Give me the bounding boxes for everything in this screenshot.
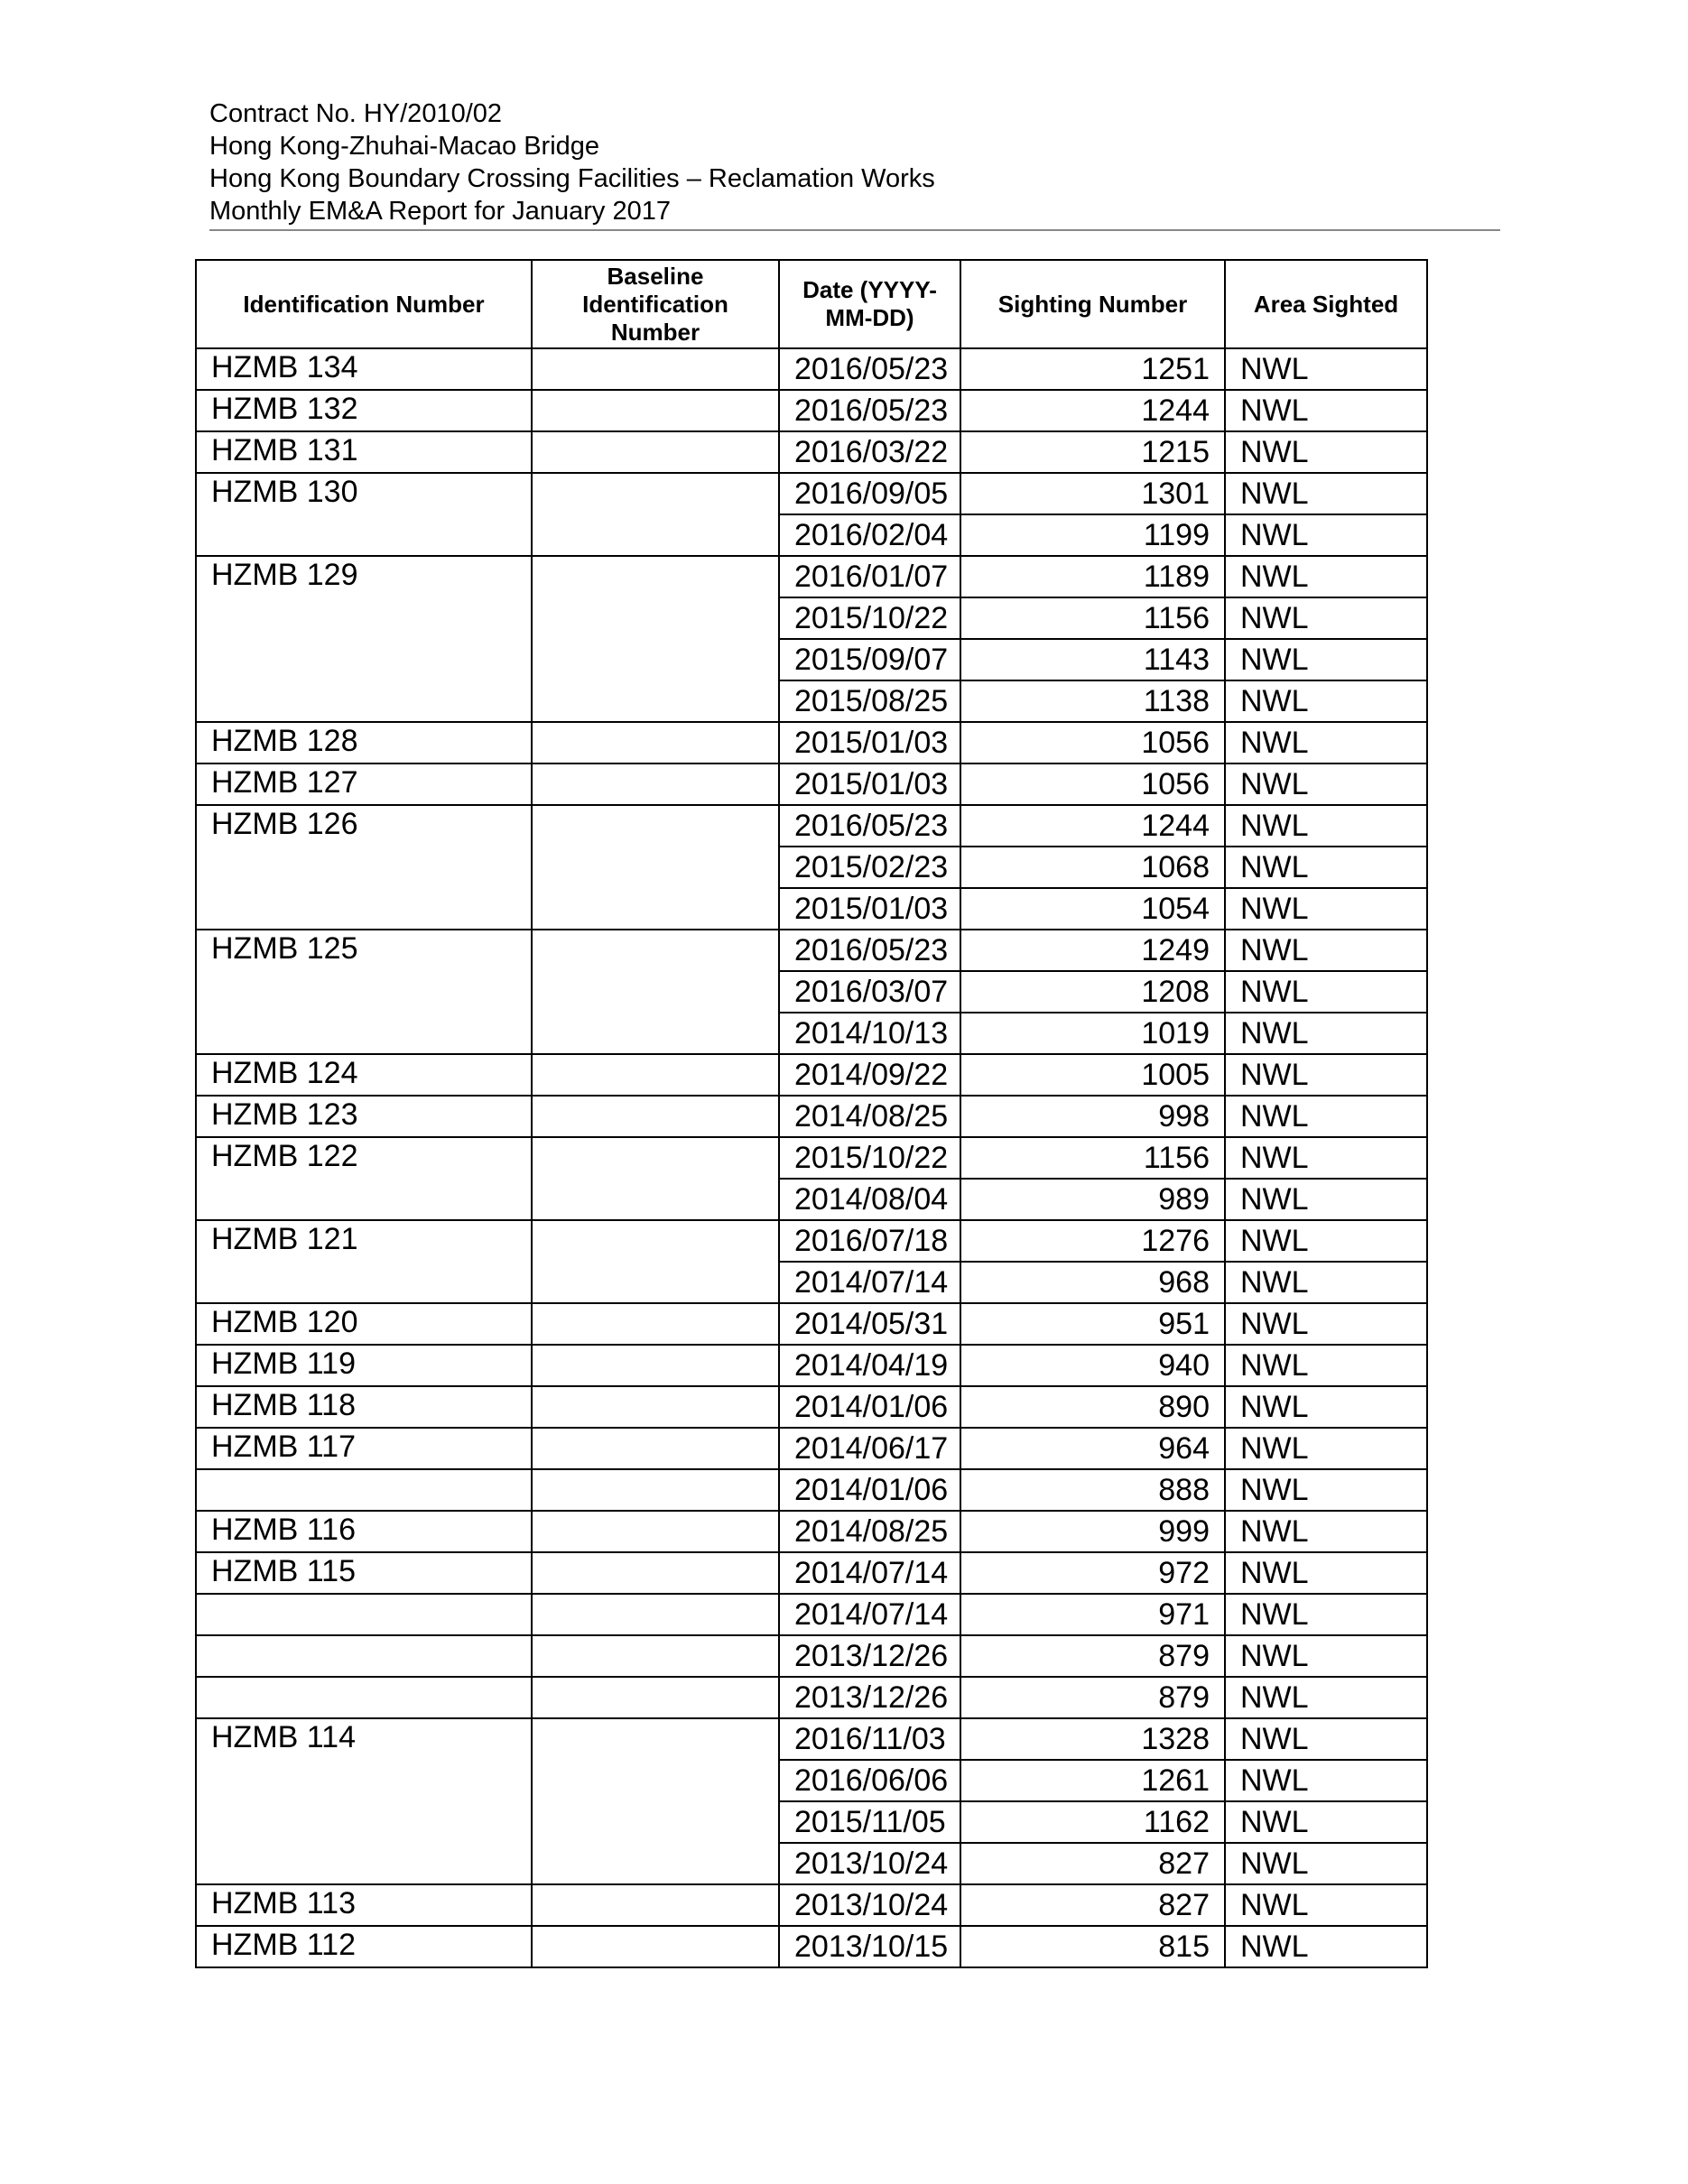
table-header: [196, 260, 1427, 348]
table-row: [196, 556, 1427, 597]
date-cell: 2016/05/23: [779, 390, 960, 431]
sighting-number-cell: 1215: [960, 431, 1225, 473]
date-cell: 2014/05/31: [779, 1303, 960, 1345]
identification-number-cell: HZMB 125: [196, 930, 532, 1054]
sighting-number-cell: 879: [960, 1635, 1225, 1677]
date-cell: 2016/02/04: [779, 514, 960, 556]
sighting-number-cell: 815: [960, 1926, 1225, 1967]
identification-number-cell: HZMB 116: [196, 1511, 532, 1552]
identification-number-cell: HZMB 134: [196, 348, 532, 390]
date-cell: 2016/11/03: [779, 1718, 960, 1760]
area-sighted-cell: NWL: [1225, 1594, 1427, 1635]
table-row: [196, 390, 1427, 431]
baseline-identification-cell: [532, 1096, 779, 1137]
table-row: [196, 1220, 1427, 1262]
date-cell: 2015/08/25: [779, 680, 960, 722]
baseline-identification-cell: [532, 556, 779, 722]
sighting-number-cell: 1005: [960, 1054, 1225, 1096]
area-sighted-cell: NWL: [1225, 1511, 1427, 1552]
sighting-number-cell: 1156: [960, 1137, 1225, 1179]
date-cell: 2013/10/24: [779, 1843, 960, 1884]
identification-number-cell: HZMB 126: [196, 805, 532, 930]
table-row: [196, 1677, 1427, 1718]
sighting-number-cell: 890: [960, 1386, 1225, 1428]
area-sighted-cell: NWL: [1225, 431, 1427, 473]
date-cell: 2014/07/14: [779, 1594, 960, 1635]
date-cell: 2015/09/07: [779, 639, 960, 680]
area-sighted-cell: NWL: [1225, 1801, 1427, 1843]
date-cell: 2013/10/24: [779, 1884, 960, 1926]
identification-number-cell: HZMB 122: [196, 1137, 532, 1220]
table-row: [196, 1303, 1427, 1345]
area-sighted-cell: NWL: [1225, 1926, 1427, 1967]
sighting-number-cell: 827: [960, 1884, 1225, 1926]
table-row: [196, 1884, 1427, 1926]
sighting-number-cell: 1156: [960, 597, 1225, 639]
area-sighted-cell: NWL: [1225, 1428, 1427, 1469]
sighting-number-cell: 827: [960, 1843, 1225, 1884]
area-sighted-cell: NWL: [1225, 1386, 1427, 1428]
area-sighted-cell: NWL: [1225, 1054, 1427, 1096]
date-cell: 2014/07/14: [779, 1262, 960, 1303]
table-row: [196, 1428, 1427, 1469]
area-sighted-cell: NWL: [1225, 348, 1427, 390]
date-cell: 2015/01/03: [779, 888, 960, 930]
table-row: [196, 763, 1427, 805]
sighting-number-cell: 879: [960, 1677, 1225, 1718]
area-sighted-cell: NWL: [1225, 1096, 1427, 1137]
date-cell: 2014/01/06: [779, 1469, 960, 1511]
area-sighted-cell: NWL: [1225, 1552, 1427, 1594]
sighting-number-cell: 1251: [960, 348, 1225, 390]
area-sighted-cell: NWL: [1225, 722, 1427, 763]
sighting-number-cell: 999: [960, 1511, 1225, 1552]
sighting-number-cell: 940: [960, 1345, 1225, 1386]
table-row: [196, 1137, 1427, 1179]
area-sighted-cell: NWL: [1225, 680, 1427, 722]
sighting-number-cell: 1162: [960, 1801, 1225, 1843]
table-row: [196, 1386, 1427, 1428]
baseline-identification-cell: [532, 1054, 779, 1096]
table-row: [196, 431, 1427, 473]
identification-number-cell: HZMB 131: [196, 431, 532, 473]
area-sighted-cell: NWL: [1225, 847, 1427, 888]
table-row: [196, 1635, 1427, 1677]
date-cell: 2014/09/22: [779, 1054, 960, 1096]
sighting-number-cell: 968: [960, 1262, 1225, 1303]
sighting-number-cell: 1249: [960, 930, 1225, 971]
sighting-number-cell: 972: [960, 1552, 1225, 1594]
date-cell: 2014/04/19: [779, 1345, 960, 1386]
area-sighted-cell: NWL: [1225, 1843, 1427, 1884]
identification-number-cell: HZMB 124: [196, 1054, 532, 1096]
identification-number-cell: HZMB 112: [196, 1926, 532, 1967]
date-cell: 2015/11/05: [779, 1801, 960, 1843]
area-sighted-cell: NWL: [1225, 971, 1427, 1013]
sighting-number-cell: 1276: [960, 1220, 1225, 1262]
date-cell: 2014/08/04: [779, 1179, 960, 1220]
date-cell: 2015/02/23: [779, 847, 960, 888]
date-cell: 2014/07/14: [779, 1552, 960, 1594]
baseline-identification-cell: [532, 1428, 779, 1469]
area-sighted-cell: NWL: [1225, 514, 1427, 556]
report-title: Monthly EM&A Report for January 2017: [209, 197, 671, 226]
col-header-date: Date (YYYY-MM-DD): [779, 260, 960, 348]
identification-number-cell: HZMB 119: [196, 1345, 532, 1386]
area-sighted-cell: NWL: [1225, 763, 1427, 805]
area-sighted-cell: NWL: [1225, 597, 1427, 639]
baseline-identification-cell: [532, 1677, 779, 1718]
date-cell: 2013/10/15: [779, 1926, 960, 1967]
baseline-identification-cell: [532, 1345, 779, 1386]
baseline-identification-cell: [532, 763, 779, 805]
area-sighted-cell: NWL: [1225, 1303, 1427, 1345]
identification-number-cell: HZMB 127: [196, 763, 532, 805]
sighting-number-cell: 888: [960, 1469, 1225, 1511]
date-cell: 2014/06/17: [779, 1428, 960, 1469]
sighting-number-cell: 1054: [960, 888, 1225, 930]
table-row: [196, 722, 1427, 763]
table-row: [196, 348, 1427, 390]
identification-number-cell: HZMB 132: [196, 390, 532, 431]
area-sighted-cell: NWL: [1225, 1884, 1427, 1926]
baseline-identification-cell: [532, 390, 779, 431]
area-sighted-cell: NWL: [1225, 930, 1427, 971]
project-name: Hong Kong-Zhuhai-Macao Bridge: [209, 132, 600, 161]
baseline-identification-cell: [532, 1303, 779, 1345]
baseline-identification-cell: [532, 1594, 779, 1635]
col-header-baseline-identification-number: Baseline Identification Number: [532, 260, 779, 348]
project-subtitle: Hong Kong Boundary Crossing Facilities – Reclamation Works: [209, 164, 935, 193]
identification-number-cell: HZMB 117: [196, 1428, 532, 1469]
area-sighted-cell: NWL: [1225, 1760, 1427, 1801]
sighting-number-cell: 1138: [960, 680, 1225, 722]
sighting-number-cell: 964: [960, 1428, 1225, 1469]
area-sighted-cell: NWL: [1225, 1677, 1427, 1718]
date-cell: 2013/12/26: [779, 1635, 960, 1677]
table-row: [196, 1054, 1427, 1096]
area-sighted-cell: NWL: [1225, 1718, 1427, 1760]
col-header-identification-number: Identification Number: [196, 260, 532, 348]
col-header-area-sighted: Area Sighted: [1225, 260, 1427, 348]
area-sighted-cell: NWL: [1225, 1635, 1427, 1677]
date-cell: 2016/07/18: [779, 1220, 960, 1262]
date-cell: 2014/10/13: [779, 1013, 960, 1054]
area-sighted-cell: NWL: [1225, 556, 1427, 597]
area-sighted-cell: NWL: [1225, 1469, 1427, 1511]
sighting-number-cell: 1019: [960, 1013, 1225, 1054]
table-body: [196, 348, 1427, 1967]
date-cell: 2014/08/25: [779, 1096, 960, 1137]
baseline-identification-cell: [532, 473, 779, 556]
baseline-identification-cell: [532, 348, 779, 390]
date-cell: 2016/09/05: [779, 473, 960, 514]
area-sighted-cell: NWL: [1225, 1345, 1427, 1386]
date-cell: 2016/05/23: [779, 805, 960, 847]
identification-number-cell: HZMB 120: [196, 1303, 532, 1345]
baseline-identification-cell: [532, 1635, 779, 1677]
date-cell: 2016/05/23: [779, 348, 960, 390]
baseline-identification-cell: [532, 1386, 779, 1428]
date-cell: 2015/01/03: [779, 763, 960, 805]
date-cell: 2016/06/06: [779, 1760, 960, 1801]
table-row: [196, 473, 1427, 514]
date-cell: 2016/03/07: [779, 971, 960, 1013]
identification-number-cell: HZMB 129: [196, 556, 532, 722]
contract-number: Contract No. HY/2010/02: [209, 99, 503, 128]
baseline-identification-cell: [532, 930, 779, 1054]
sighting-number-cell: 1199: [960, 514, 1225, 556]
sighting-number-cell: 1328: [960, 1718, 1225, 1760]
area-sighted-cell: NWL: [1225, 1262, 1427, 1303]
baseline-identification-cell: [532, 1137, 779, 1220]
baseline-identification-cell: [532, 722, 779, 763]
identification-number-cell: HZMB 113: [196, 1884, 532, 1926]
sighting-number-cell: 1301: [960, 473, 1225, 514]
sightings-table: [195, 259, 1428, 1968]
area-sighted-cell: NWL: [1225, 1013, 1427, 1054]
sighting-number-cell: 1244: [960, 805, 1225, 847]
area-sighted-cell: NWL: [1225, 888, 1427, 930]
identification-number-cell: HZMB 115: [196, 1552, 532, 1594]
table-row: [196, 930, 1427, 971]
baseline-identification-cell: [532, 1220, 779, 1303]
baseline-identification-cell: [532, 1718, 779, 1884]
sighting-number-cell: 989: [960, 1179, 1225, 1220]
baseline-identification-cell: [532, 805, 779, 930]
sighting-number-cell: 1208: [960, 971, 1225, 1013]
date-cell: 2014/08/25: [779, 1511, 960, 1552]
identification-number-cell: HZMB 123: [196, 1096, 532, 1137]
baseline-identification-cell: [532, 431, 779, 473]
area-sighted-cell: NWL: [1225, 805, 1427, 847]
area-sighted-cell: NWL: [1225, 1137, 1427, 1179]
table-row: [196, 1469, 1427, 1511]
sighting-number-cell: 971: [960, 1594, 1225, 1635]
baseline-identification-cell: [532, 1884, 779, 1926]
table-row: [196, 1345, 1427, 1386]
table-row: [196, 1552, 1427, 1594]
date-cell: 2015/10/22: [779, 1137, 960, 1179]
identification-number-cell: HZMB 128: [196, 722, 532, 763]
area-sighted-cell: NWL: [1225, 390, 1427, 431]
date-cell: 2015/01/03: [779, 722, 960, 763]
sighting-number-cell: 1056: [960, 722, 1225, 763]
table-row: [196, 1096, 1427, 1137]
table-row: [196, 1718, 1427, 1760]
col-header-sighting-number: Sighting Number: [960, 260, 1225, 348]
identification-number-cell: [196, 1594, 532, 1635]
sighting-number-cell: 1244: [960, 390, 1225, 431]
table-row: [196, 1926, 1427, 1967]
area-sighted-cell: NWL: [1225, 473, 1427, 514]
date-cell: 2016/03/22: [779, 431, 960, 473]
table-row: [196, 1511, 1427, 1552]
identification-number-cell: [196, 1677, 532, 1718]
area-sighted-cell: NWL: [1225, 1179, 1427, 1220]
sighting-number-cell: 951: [960, 1303, 1225, 1345]
sighting-number-cell: 1261: [960, 1760, 1225, 1801]
report-header: [209, 97, 1500, 231]
identification-number-cell: [196, 1635, 532, 1677]
header-row: [196, 260, 1427, 348]
sighting-number-cell: 1189: [960, 556, 1225, 597]
area-sighted-cell: NWL: [1225, 1220, 1427, 1262]
date-cell: 2013/12/26: [779, 1677, 960, 1718]
date-cell: 2016/05/23: [779, 930, 960, 971]
identification-number-cell: [196, 1469, 532, 1511]
sighting-number-cell: 1143: [960, 639, 1225, 680]
table-row: [196, 805, 1427, 847]
date-cell: 2015/10/22: [779, 597, 960, 639]
baseline-identification-cell: [532, 1552, 779, 1594]
identification-number-cell: HZMB 118: [196, 1386, 532, 1428]
sighting-number-cell: 1056: [960, 763, 1225, 805]
baseline-identification-cell: [532, 1926, 779, 1967]
table-row: [196, 1594, 1427, 1635]
identification-number-cell: HZMB 114: [196, 1718, 532, 1884]
sighting-number-cell: 998: [960, 1096, 1225, 1137]
area-sighted-cell: NWL: [1225, 639, 1427, 680]
baseline-identification-cell: [532, 1469, 779, 1511]
date-cell: 2014/01/06: [779, 1386, 960, 1428]
sighting-number-cell: 1068: [960, 847, 1225, 888]
date-cell: 2016/01/07: [779, 556, 960, 597]
identification-number-cell: HZMB 121: [196, 1220, 532, 1303]
baseline-identification-cell: [532, 1511, 779, 1552]
identification-number-cell: HZMB 130: [196, 473, 532, 556]
